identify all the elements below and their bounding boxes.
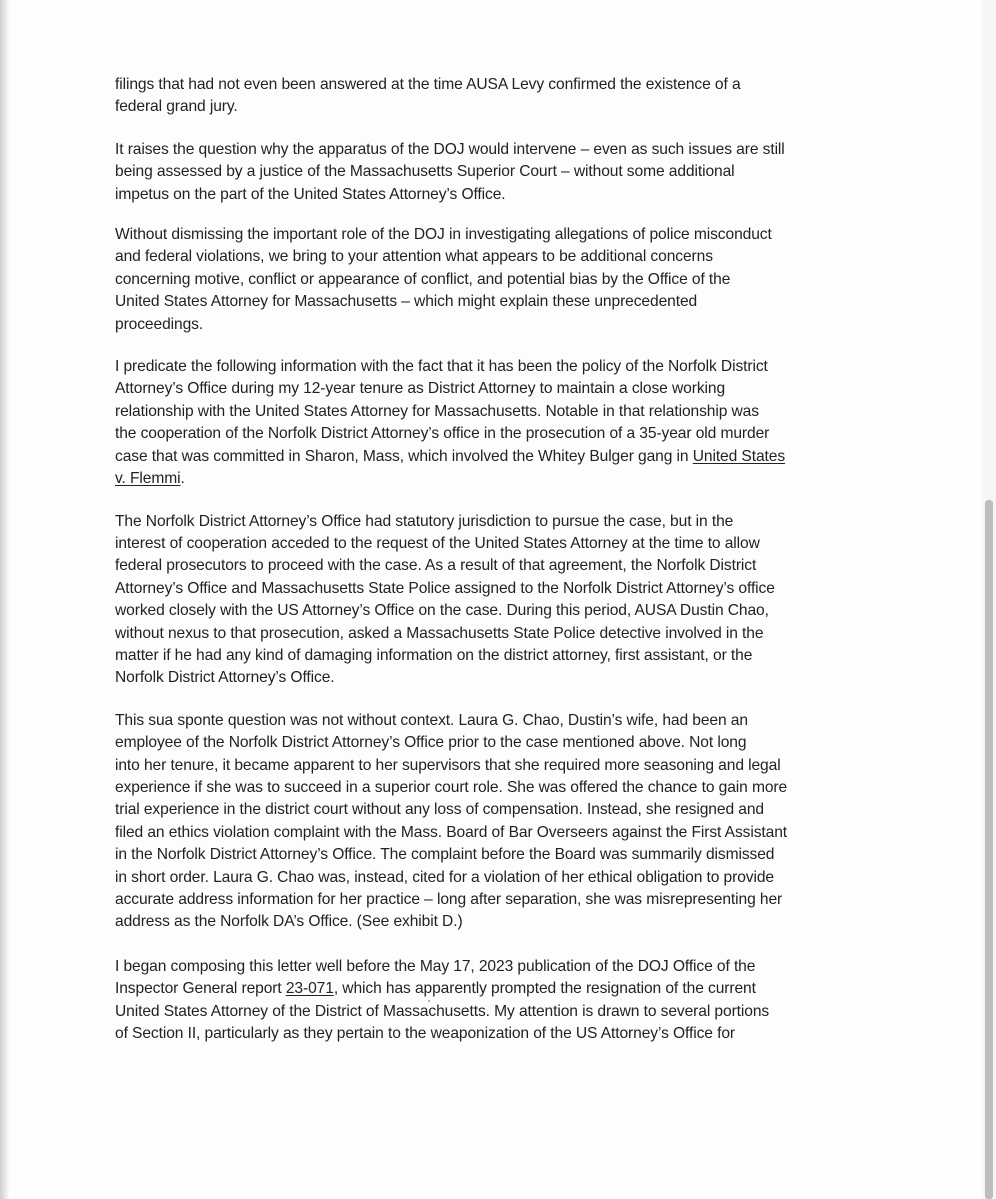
text-line: in the Norfolk District Attorney’s Office. The complaint before the Board was summarily dismissed xyxy=(115,846,775,864)
text-line: into her tenure, it became apparent to her supervisors that she required more seasoning and legal xyxy=(115,756,781,774)
paragraph-ig-report xyxy=(115,956,877,1046)
text-line: and federal violations, we bring to your attention what appears to be additional concerns xyxy=(115,248,713,266)
text-line: employee of the Norfolk District Attorney’s Office prior to the case mentioned above. Not long xyxy=(115,734,747,752)
report-number: 23-071 xyxy=(285,980,334,998)
text-line: interest of cooperation acceded to the request of the United States Attorney at the time to allow xyxy=(115,534,760,552)
text-line: experience if she was to succeed in a superior court role. She was offered the chance to gain more xyxy=(115,778,788,796)
text-line: I began composing this letter well before the May 17, 2023 publication of the DOJ Office of the xyxy=(115,957,756,975)
text-segment: , which has apparently prompted the resignation of the current xyxy=(333,980,756,998)
paragraph-jurisdiction xyxy=(115,511,877,690)
text-line: filings that had not even been answered at the time AUSA Levy confirmed the existence of a xyxy=(115,76,741,93)
text-line: trial experience in the district court without any loss of compensation. Instead, she resigned and xyxy=(115,801,764,819)
text-line: accurate address information for her practice – long after separation, she was misrepresenting her xyxy=(115,891,783,908)
text-line: United States Attorney of the District of Massachusetts. My attention is drawn to several portions xyxy=(115,1002,770,1020)
text-line: It raises the question why the apparatus of the DOJ would intervene – even as such issues are still xyxy=(115,140,785,158)
text-segment: case that was committed in Sharon, Mass, which involved the Whitey Bulger gang in xyxy=(115,447,693,465)
letter-body xyxy=(115,74,877,1059)
scan-speck xyxy=(428,1000,430,1002)
case-citation-continued: v. Flemmi xyxy=(115,470,181,488)
text-line: Attorney’s Office during my 12-year tenure as District Attorney to maintain a close working xyxy=(115,380,726,398)
text-segment: Inspector General report xyxy=(115,980,286,998)
paragraph-grand-jury xyxy=(115,74,877,119)
scrollbar-thumb[interactable] xyxy=(985,500,993,1199)
text-line: This sua sponte question was not without context. Laura G. Chao, Dustin’s wife, had been an xyxy=(115,711,748,729)
text-line xyxy=(115,446,877,468)
text-line: United States Attorney for Massachusetts – which might explain these unprecedented xyxy=(115,293,698,311)
text-line: being assessed by a justice of the Massachusetts Superior Court – without some additional xyxy=(115,163,735,181)
text-line: worked closely with the US Attorney’s Office on the case. During this period, AUSA Dustin Chao, xyxy=(115,602,769,620)
text-line: proceedings. xyxy=(115,315,204,333)
text-line: I predicate the following information with the fact that it has been the policy of the Norfolk District xyxy=(115,358,768,376)
text-line xyxy=(115,468,877,490)
case-citation: United States xyxy=(692,447,786,465)
text-line xyxy=(115,978,877,1000)
page-left-edge xyxy=(0,0,9,1199)
text-segment: . xyxy=(180,470,185,488)
text-line: filed an ethics violation complaint with the Mass. Board of Bar Overseers against the First Assistant xyxy=(115,823,788,841)
text-line: impetus on the part of the United States Attorney’s Office. xyxy=(115,185,506,203)
text-line: Attorney’s Office and Massachusetts State Police assigned to the Norfolk District Attorney’s office xyxy=(115,579,775,597)
text-line: relationship with the United States Attorney for Massachusetts. Notable in that relationship was xyxy=(115,402,759,420)
text-line: Without dismissing the important role of the DOJ in investigating allegations of police misconduct xyxy=(115,226,772,244)
paragraph-policy xyxy=(115,356,877,490)
text-line: federal grand jury. xyxy=(115,98,238,116)
text-line: concerning motive, conflict or appearance of conflict, and potential bias by the Office of the xyxy=(115,270,731,288)
text-line: Norfolk District Attorney’s Office. xyxy=(115,669,335,687)
text-line: federal prosecutors to proceed with the case. As a result of that agreement, the Norfolk District xyxy=(115,557,757,575)
text-line: address as the Norfolk DA’s Office. (See exhibit D.) xyxy=(115,913,463,931)
text-line: the cooperation of the Norfolk District Attorney’s office in the prosecution of a 35-year old murder xyxy=(115,425,770,443)
paragraph-sua-sponte xyxy=(115,710,877,934)
text-line: of Section II, particularly as they pertain to the weaponization of the US Attorney’s Office for xyxy=(115,1025,735,1043)
text-line: without nexus to that prosecution, asked a Massachusetts State Police detective involved in the xyxy=(115,624,764,642)
paragraph-doj-intervene xyxy=(115,139,877,206)
scrollbar[interactable] xyxy=(982,0,996,1199)
text-line: The Norfolk District Attorney’s Office had statutory jurisdiction to pursue the case, but in the xyxy=(115,512,734,530)
paragraph-concerns xyxy=(115,224,877,336)
text-line: in short order. Laura G. Chao was, instead, cited for a violation of her ethical obligation to provide xyxy=(115,868,774,886)
text-line: matter if he had any kind of damaging information on the district attorney, first assistant, or the xyxy=(115,646,753,664)
